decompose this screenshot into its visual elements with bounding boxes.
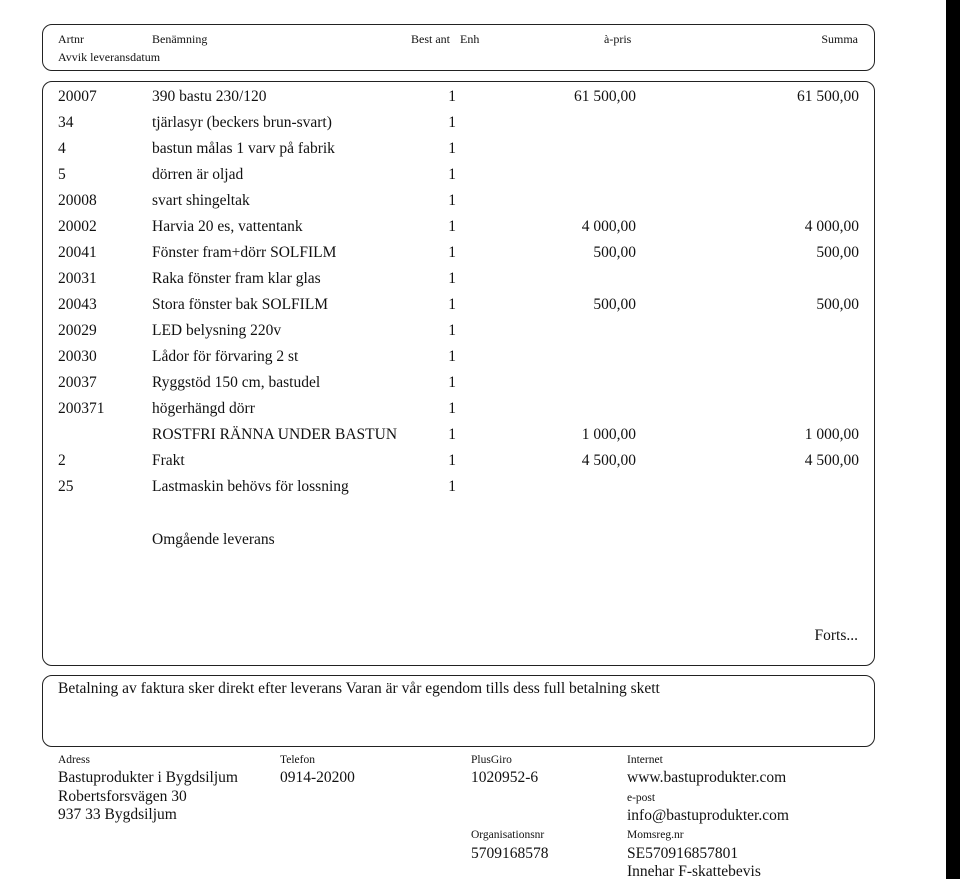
item-sum: 1 000,00 bbox=[804, 426, 859, 443]
item-name: Frakt bbox=[152, 452, 185, 469]
item-qty: 1 bbox=[448, 218, 456, 235]
item-name: Stora fönster bak SOLFILM bbox=[152, 296, 329, 313]
header-best-ant: Best ant bbox=[411, 32, 450, 46]
header-enh: Enh bbox=[460, 32, 480, 46]
footer-email-label: e-post bbox=[627, 792, 656, 804]
item-artnr: 20043 bbox=[58, 296, 97, 313]
item-name: svart shingeltak bbox=[152, 192, 250, 209]
footer-vat: SE570916857801 bbox=[627, 845, 739, 862]
item-artnr: 20030 bbox=[58, 348, 97, 365]
item-qty: 1 bbox=[448, 114, 456, 131]
right-edge-bar bbox=[946, 0, 960, 879]
continued-label: Forts... bbox=[814, 627, 858, 644]
item-artnr: 20029 bbox=[58, 322, 97, 339]
footer-address-label: Adress bbox=[58, 754, 90, 766]
header-summa: Summa bbox=[821, 32, 858, 46]
item-artnr: 20031 bbox=[58, 270, 97, 287]
footer-email: info@bastuprodukter.com bbox=[627, 807, 789, 824]
item-qty: 1 bbox=[448, 478, 456, 495]
item-name: Lådor för förvaring 2 st bbox=[152, 348, 299, 365]
footer-address-line-1: Bastuprodukter i Bygdsiljum bbox=[58, 769, 238, 786]
footer-plusgiro: 1020952-6 bbox=[471, 769, 539, 786]
footer-phone-label: Telefon bbox=[280, 754, 315, 766]
header-benamning: Benämning bbox=[152, 32, 208, 46]
footer-plusgiro-label: PlusGiro bbox=[471, 754, 512, 766]
item-artnr: 20041 bbox=[58, 244, 97, 261]
item-qty: 1 bbox=[448, 244, 456, 261]
item-artnr: 5 bbox=[58, 166, 66, 183]
footer-orgnr-label: Organisationsnr bbox=[471, 829, 545, 841]
item-qty: 1 bbox=[448, 140, 456, 157]
item-qty: 1 bbox=[448, 270, 456, 287]
item-artnr: 20007 bbox=[58, 88, 97, 105]
item-sum: 4 000,00 bbox=[804, 218, 859, 235]
item-name: ROSTFRI RÄNNA UNDER BASTUN bbox=[152, 426, 398, 443]
item-artnr: 20008 bbox=[58, 192, 97, 209]
item-name: LED belysning 220v bbox=[152, 322, 282, 339]
header-artnr: Artnr bbox=[58, 32, 84, 46]
item-price: 4 000,00 bbox=[581, 218, 636, 235]
payment-note: Betalning av faktura sker direkt efter leverans Varan är vår egendom tills dess full betalning skett bbox=[58, 680, 660, 697]
item-artnr: 20002 bbox=[58, 218, 97, 235]
item-name: Fönster fram+dörr SOLFILM bbox=[152, 244, 337, 261]
item-qty: 1 bbox=[448, 192, 456, 209]
item-qty: 1 bbox=[448, 166, 456, 183]
item-sum: 500,00 bbox=[816, 244, 859, 261]
item-qty: 1 bbox=[448, 374, 456, 391]
footer-phone: 0914-20200 bbox=[280, 769, 355, 786]
item-name: bastun målas 1 varv på fabrik bbox=[152, 140, 335, 157]
item-name: dörren är oljad bbox=[152, 166, 244, 183]
item-qty: 1 bbox=[448, 322, 456, 339]
item-qty: 1 bbox=[448, 426, 456, 443]
item-price: 61 500,00 bbox=[574, 88, 636, 105]
item-sum: 4 500,00 bbox=[804, 452, 859, 469]
item-sum: 61 500,00 bbox=[797, 88, 859, 105]
footer-ftax: Innehar F-skattebevis bbox=[627, 863, 761, 880]
header-a-pris: à-pris bbox=[604, 32, 632, 46]
delivery-note: Omgående leverans bbox=[152, 531, 275, 548]
footer-address-line-2: Robertsforsvägen 30 bbox=[58, 788, 187, 805]
item-artnr: 25 bbox=[58, 478, 74, 495]
item-sum: 500,00 bbox=[816, 296, 859, 313]
item-qty: 1 bbox=[448, 296, 456, 313]
item-name: Ryggstöd 150 cm, bastudel bbox=[152, 374, 321, 391]
item-qty: 1 bbox=[448, 452, 456, 469]
item-qty: 1 bbox=[448, 400, 456, 417]
item-price: 500,00 bbox=[593, 296, 636, 313]
item-name: Lastmaskin behövs för lossning bbox=[152, 478, 349, 495]
item-name: 390 bastu 230/120 bbox=[152, 88, 267, 105]
footer-internet: www.bastuprodukter.com bbox=[627, 769, 787, 786]
footer-address-line-3: 937 33 Bygdsiljum bbox=[58, 806, 177, 823]
item-artnr: 200371 bbox=[58, 400, 105, 417]
item-artnr: 2 bbox=[58, 452, 66, 469]
item-name: tjärlasyr (beckers brun-svart) bbox=[152, 114, 332, 131]
item-name: Harvia 20 es, vattentank bbox=[152, 218, 303, 235]
item-price: 4 500,00 bbox=[581, 452, 636, 469]
item-artnr: 4 bbox=[58, 140, 66, 157]
item-name: högerhängd dörr bbox=[152, 400, 255, 417]
item-price: 1 000,00 bbox=[581, 426, 636, 443]
item-artnr: 34 bbox=[58, 114, 74, 131]
item-price: 500,00 bbox=[593, 244, 636, 261]
item-name: Raka fönster fram klar glas bbox=[152, 270, 321, 287]
header-avvik-leveransdatum: Avvik leveransdatum bbox=[58, 50, 161, 64]
item-qty: 1 bbox=[448, 88, 456, 105]
footer-internet-label: Internet bbox=[627, 754, 663, 766]
item-artnr: 20037 bbox=[58, 374, 97, 391]
footer-vat-label: Momsreg.nr bbox=[627, 829, 684, 841]
item-qty: 1 bbox=[448, 348, 456, 365]
footer-orgnr: 5709168578 bbox=[471, 845, 549, 862]
